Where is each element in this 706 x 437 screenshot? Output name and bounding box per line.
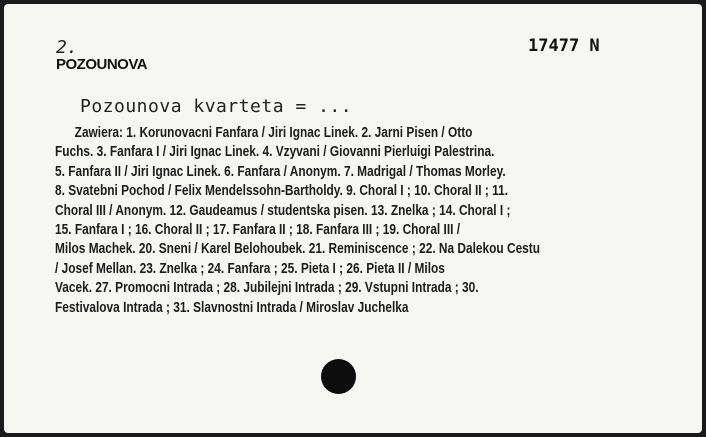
contents-line: Festivalova Intrada ; 31. Slavnostni Intrada / Miroslav Juchelka <box>55 299 409 316</box>
contents-line: 15. Fanfara I ; 16. Choral II ; 17. Fanfara II ; 18. Fanfara III ; 19. Choral III / <box>55 222 461 239</box>
contents-line: Zawiera: 1. Korunovacni Fanfara / Jiri Ignac Linek. 2. Jarni Pisen / Otto <box>74 125 473 141</box>
card-number: 2. <box>56 37 78 58</box>
contents-note <box>55 124 565 318</box>
contents-line: 8. Svatebni Pochod / Felix Mendelssohn-Bartholdy. 9. Choral I ; 10. Choral II ; 11. <box>55 183 509 200</box>
card-heading: POZOUNOVA <box>56 56 148 73</box>
punch-hole <box>321 359 356 394</box>
contents-line: Choral III / Anonym. 12. Gaudeamus / studentska pisen. 13. Znelka ; 14. Choral I ; <box>55 202 511 219</box>
contents-line: Milos Machek. 20. Sneni / Karel Belohoubek. 21. Reminiscence ; 22. Na Dalekou Cestu <box>55 241 541 258</box>
call-number: 17477 N <box>528 36 600 56</box>
contents-line: Fuchs. 3. Fanfara I / Jiri Ignac Linek. 4. Vzyvani / Giovanni Pierluigi Palestrina. <box>55 144 495 161</box>
contents-line: 5. Fanfara II / Jiri Ignac Linek. 6. Fanfara / Anonym. 7. Madrigal / Thomas Morley. <box>55 163 506 180</box>
work-title: Pozounova kvarteta = ... <box>80 96 353 117</box>
contents-line: / Josef Mellan. 23. Znelka ; 24. Fanfara ; 25. Pieta I ; 26. Pieta II / Milos <box>55 260 445 277</box>
contents-line: Vacek. 27. Promocni Intrada ; 28. Jubilejni Intrada ; 29. Vstupni Intrada ; 30. <box>55 280 479 297</box>
